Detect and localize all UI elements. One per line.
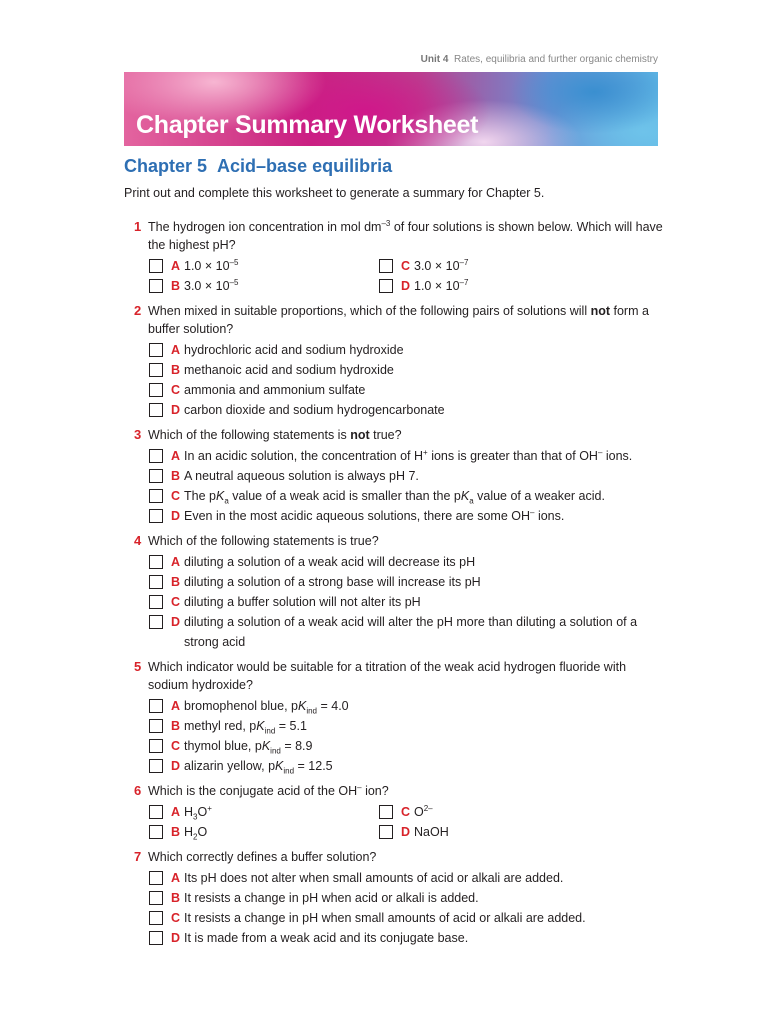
- option-a[interactable]: [149, 802, 379, 822]
- option-text: It resists a change in pH when small amounts of acid or alkali are added.: [184, 911, 586, 925]
- exponent: –5: [229, 257, 239, 267]
- option-a[interactable]: [149, 696, 664, 716]
- option-letter: A: [171, 259, 181, 273]
- option-text: [184, 256, 379, 276]
- option-text: ammonia and ammonium sulfate: [184, 383, 366, 397]
- mantissa: 3.0 × 10: [184, 279, 230, 293]
- option-letter: B: [171, 891, 181, 905]
- banner-title: Chapter Summary Worksheet: [136, 111, 479, 139]
- text-part: = 4.0: [317, 699, 349, 713]
- question-list: [124, 218, 664, 954]
- option-text: [184, 276, 379, 296]
- option-letter: D: [401, 825, 411, 839]
- checkbox[interactable]: [379, 279, 393, 293]
- question-number: 1: [134, 219, 142, 234]
- option-letter: D: [171, 931, 181, 945]
- question-number: 6: [134, 783, 142, 798]
- option-text: [184, 822, 379, 842]
- chapter-title: [124, 156, 392, 177]
- option-d[interactable]: [149, 400, 664, 420]
- checkbox[interactable]: [149, 259, 163, 273]
- option-letter: A: [171, 449, 181, 463]
- checkbox[interactable]: [149, 489, 163, 503]
- text-italic: K: [275, 759, 284, 773]
- checkbox[interactable]: [379, 259, 393, 273]
- option-b[interactable]: [149, 888, 664, 908]
- question-text: [124, 532, 664, 550]
- checkbox[interactable]: [149, 931, 163, 945]
- text-part: thymol blue, p: [184, 739, 262, 753]
- text-sup: 2–: [423, 803, 433, 813]
- option-letter: C: [171, 489, 181, 503]
- option-d[interactable]: [379, 822, 609, 842]
- text-part: Which of the following statements is true?: [148, 534, 379, 548]
- checkbox[interactable]: [149, 871, 163, 885]
- checkbox[interactable]: [149, 449, 163, 463]
- option-d[interactable]: [379, 276, 609, 296]
- text-bold: not: [590, 304, 611, 318]
- option-text: diluting a solution of a weak acid will alter the pH more than diluting a solution of a strong acid: [184, 615, 638, 649]
- text-sup: +: [423, 447, 428, 457]
- text-part: form a buffer solution?: [148, 304, 649, 336]
- option-letter: A: [171, 699, 181, 713]
- checkbox[interactable]: [149, 699, 163, 713]
- option-letter: A: [171, 555, 181, 569]
- option-grid: [124, 256, 664, 296]
- text-part: Which is the conjugate acid of the OH: [148, 784, 358, 798]
- option-letter: A: [171, 871, 181, 885]
- option-d[interactable]: [149, 928, 664, 948]
- checkbox[interactable]: [149, 615, 163, 629]
- checkbox[interactable]: [149, 403, 163, 417]
- option-d[interactable]: [149, 506, 664, 526]
- option-letter: D: [171, 615, 181, 629]
- intro-text: Print out and complete this worksheet to generate a summary for Chapter 5.: [124, 186, 545, 200]
- text-part: H: [184, 805, 194, 819]
- text-part: Which indicator would be suitable for a titration of the weak acid hydrogen fluoride with sodium hydroxide?: [148, 660, 627, 692]
- checkbox[interactable]: [149, 719, 163, 733]
- option-letter: B: [171, 575, 181, 589]
- option-c[interactable]: [149, 592, 664, 612]
- option-letter: C: [401, 805, 411, 819]
- option-b[interactable]: [149, 466, 664, 486]
- checkbox[interactable]: [149, 279, 163, 293]
- text-sup: –: [530, 507, 535, 517]
- text-part: H: [184, 825, 194, 839]
- option-letter: B: [171, 825, 181, 839]
- banner: [124, 72, 658, 146]
- text-part: O: [197, 805, 208, 819]
- question-text: [124, 302, 664, 338]
- checkbox[interactable]: [149, 509, 163, 523]
- option-a[interactable]: [149, 868, 664, 888]
- question-number: 4: [134, 533, 142, 548]
- text-sub: ind: [283, 766, 295, 776]
- question-6: [124, 782, 664, 842]
- option-letter: C: [401, 259, 411, 273]
- option-a[interactable]: [149, 256, 379, 276]
- question-text: [124, 426, 664, 444]
- option-list: [124, 868, 664, 948]
- checkbox[interactable]: [149, 595, 163, 609]
- option-text: [184, 716, 664, 736]
- checkbox[interactable]: [379, 825, 393, 839]
- text-part: O: [414, 805, 424, 819]
- text-part: Even in the most acidic aqueous solutions, there are some OH: [184, 509, 531, 523]
- option-text: It is made from a weak acid and its conjugate base.: [184, 931, 469, 945]
- checkbox[interactable]: [149, 343, 163, 357]
- option-letter: B: [171, 719, 181, 733]
- question-5: [124, 658, 664, 776]
- text-part: ions.: [602, 449, 633, 463]
- checkbox[interactable]: [149, 739, 163, 753]
- option-b[interactable]: [149, 716, 664, 736]
- question-number: 2: [134, 303, 142, 318]
- text-part: methyl red, p: [184, 719, 257, 733]
- text-italic: K: [261, 739, 271, 753]
- text-part: O: [197, 825, 208, 839]
- option-text: [184, 506, 664, 526]
- option-text: carbon dioxide and sodium hydrogencarbonate: [184, 403, 445, 417]
- option-text: [184, 486, 664, 506]
- question-3: [124, 426, 664, 526]
- exponent: –7: [459, 277, 469, 287]
- exponent: –5: [229, 277, 239, 287]
- text-part: = 5.1: [275, 719, 307, 733]
- text-sup: –: [357, 782, 362, 792]
- text-part: value of a weak acid is smaller than the p: [228, 489, 461, 503]
- option-text: [184, 736, 664, 756]
- option-c[interactable]: [379, 802, 609, 822]
- text-part: = 12.5: [294, 759, 333, 773]
- option-text: methanoic acid and sodium hydroxide: [184, 363, 394, 377]
- option-letter: C: [171, 739, 181, 753]
- option-grid: [124, 802, 664, 842]
- option-list: [124, 340, 664, 420]
- text-part: = 8.9: [280, 739, 313, 753]
- text-part: When mixed in suitable proportions, which of the following pairs of solutions will: [148, 304, 591, 318]
- option-text: Its pH does not alter when small amounts of acid or alkali are added.: [184, 871, 564, 885]
- text-part: of four solutions is shown below. Which will have the highest pH?: [148, 220, 663, 252]
- question-text: [124, 658, 664, 694]
- option-text: A neutral aqueous solution is always pH 7.: [184, 469, 419, 483]
- text-part: ions is greater than that of OH: [427, 449, 598, 463]
- text-part: alizarin yellow, p: [184, 759, 276, 773]
- option-c[interactable]: [149, 486, 664, 506]
- option-letter: B: [171, 469, 181, 483]
- running-header: [421, 54, 658, 65]
- chapter-number: Chapter 5: [124, 156, 208, 176]
- option-letter: C: [171, 383, 181, 397]
- text-part: In an acidic solution, the concentration of H: [184, 449, 424, 463]
- question-2: [124, 302, 664, 420]
- option-text: diluting a buffer solution will not alter its pH: [184, 595, 421, 609]
- option-letter: B: [171, 279, 181, 293]
- question-text: [124, 848, 664, 866]
- exponent: –7: [459, 257, 469, 267]
- text-sub: 3: [193, 812, 198, 822]
- option-c[interactable]: [149, 908, 664, 928]
- option-text: [184, 696, 664, 716]
- unit-label: Unit 4: [420, 54, 449, 65]
- option-text: diluting a solution of a weak acid will decrease its pH: [184, 555, 476, 569]
- text-part: true?: [369, 428, 402, 442]
- option-text: diluting a solution of a strong base will increase its pH: [184, 575, 481, 589]
- option-c[interactable]: [379, 256, 609, 276]
- option-letter: D: [171, 509, 181, 523]
- question-1: [124, 218, 664, 296]
- text-part: bromophenol blue, p: [184, 699, 298, 713]
- question-number: 3: [134, 427, 142, 442]
- option-letter: C: [171, 595, 181, 609]
- mantissa: 1.0 × 10: [184, 259, 230, 273]
- option-text: [414, 276, 609, 296]
- option-a[interactable]: [149, 552, 664, 572]
- checkbox[interactable]: [149, 891, 163, 905]
- text-part: Which correctly defines a buffer solution?: [148, 850, 377, 864]
- checkbox[interactable]: [149, 555, 163, 569]
- option-text: It resists a change in pH when acid or alkali is added.: [184, 891, 479, 905]
- option-a[interactable]: [149, 340, 664, 360]
- text-part: Which of the following statements is: [148, 428, 351, 442]
- question-4: [124, 532, 664, 652]
- option-b[interactable]: [149, 822, 379, 842]
- text-sub: a: [224, 496, 229, 506]
- option-letter: C: [171, 911, 181, 925]
- checkbox[interactable]: [149, 805, 163, 819]
- question-text: [124, 782, 664, 800]
- question-number: 5: [134, 659, 142, 674]
- checkbox[interactable]: [149, 575, 163, 589]
- text-sup: –3: [381, 218, 391, 228]
- text-part: ion?: [361, 784, 389, 798]
- text-sub: 2: [193, 832, 198, 842]
- text-part: value of a weaker acid.: [473, 489, 605, 503]
- option-a[interactable]: [149, 446, 664, 466]
- checkbox[interactable]: [379, 805, 393, 819]
- option-text: hydrochloric acid and sodium hydroxide: [184, 343, 404, 357]
- text-italic: K: [256, 719, 265, 733]
- option-list: [124, 696, 664, 776]
- checkbox[interactable]: [149, 363, 163, 377]
- option-text: [184, 756, 664, 776]
- option-d[interactable]: [149, 756, 664, 776]
- text-italic: K: [460, 489, 470, 503]
- question-number: 7: [134, 849, 142, 864]
- option-b[interactable]: [149, 276, 379, 296]
- option-letter: D: [171, 759, 181, 773]
- text-sub: ind: [270, 746, 281, 756]
- text-italic: K: [215, 489, 225, 503]
- chapter-name: Acid–base equilibria: [217, 156, 393, 176]
- option-list: [124, 552, 664, 652]
- option-text: [414, 256, 609, 276]
- checkbox[interactable]: [149, 759, 163, 773]
- option-b[interactable]: [149, 572, 664, 592]
- text-bold: not: [350, 428, 370, 442]
- option-c[interactable]: [149, 380, 664, 400]
- checkbox[interactable]: [149, 825, 163, 839]
- option-text: [184, 802, 379, 822]
- mantissa: 1.0 × 10: [414, 279, 460, 293]
- question-7: [124, 848, 664, 948]
- checkbox[interactable]: [149, 911, 163, 925]
- option-letter: A: [171, 343, 181, 357]
- option-c[interactable]: [149, 736, 664, 756]
- option-letter: B: [171, 363, 181, 377]
- mantissa: 3.0 × 10: [414, 259, 460, 273]
- option-text: NaOH: [414, 825, 449, 839]
- option-letter: D: [171, 403, 181, 417]
- text-part: The p: [184, 489, 216, 503]
- option-letter: A: [171, 805, 181, 819]
- option-b[interactable]: [149, 360, 664, 380]
- text-sub: ind: [264, 726, 276, 736]
- text-part: ions.: [534, 509, 565, 523]
- text-italic: K: [297, 699, 307, 713]
- checkbox[interactable]: [149, 469, 163, 483]
- checkbox[interactable]: [149, 383, 163, 397]
- unit-subject: Rates, equilibria and further organic chemistry: [454, 54, 658, 65]
- text-sub: a: [469, 496, 474, 506]
- text-sup: –: [597, 447, 603, 457]
- text-part: The hydrogen ion concentration in mol dm: [148, 220, 382, 234]
- option-d[interactable]: [149, 612, 664, 652]
- question-text: [124, 218, 664, 254]
- option-text: [184, 446, 664, 466]
- option-list: [124, 446, 664, 526]
- text-sub: ind: [306, 706, 318, 716]
- option-text: [414, 802, 609, 822]
- option-letter: D: [401, 279, 411, 293]
- text-sup: +: [207, 803, 212, 813]
